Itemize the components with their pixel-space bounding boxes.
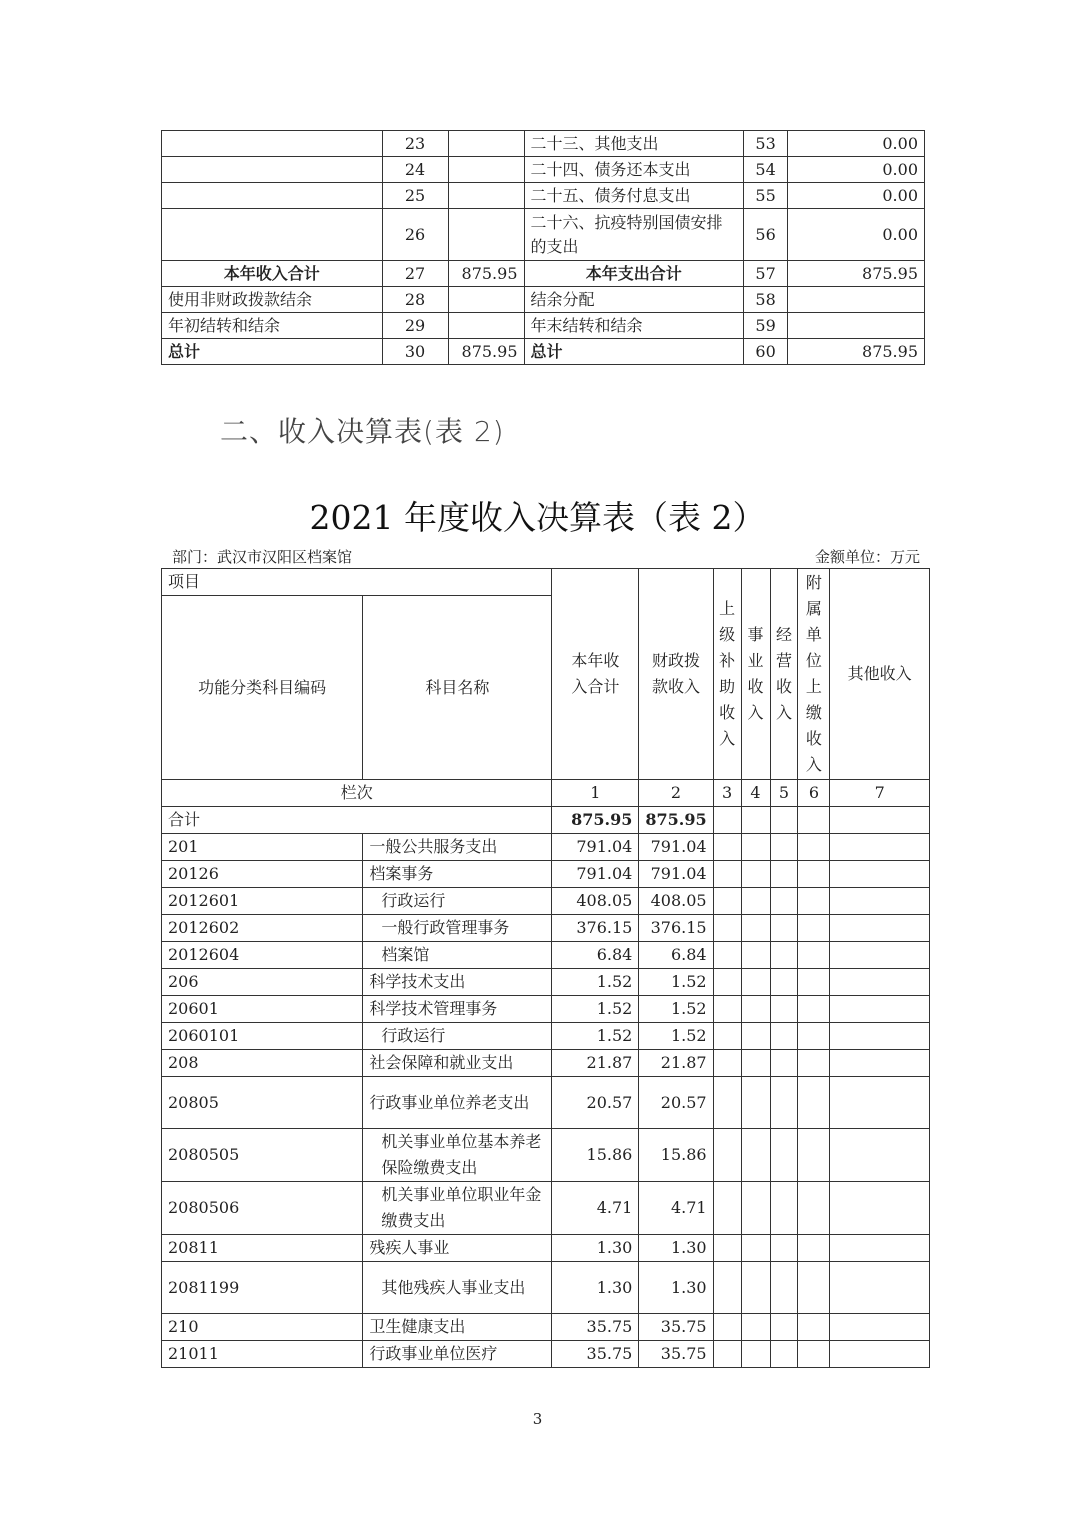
column-label: 栏次	[162, 780, 552, 807]
row-name: 行政运行	[363, 1023, 552, 1050]
table-row	[162, 1050, 930, 1077]
summary-cell-amt1	[448, 287, 524, 313]
row-code: 2080505	[162, 1129, 363, 1182]
summary-cell-n2: 58	[744, 287, 788, 313]
summary-cell-right: 结余分配	[524, 287, 744, 313]
column-number: 4	[741, 780, 770, 807]
row-code: 208	[162, 1050, 363, 1077]
row-v2: 791.04	[639, 861, 713, 888]
row-v1: 1.52	[552, 1023, 639, 1050]
row-v2: 1.30	[639, 1235, 713, 1262]
summary-cell-right: 二十四、债务还本支出	[524, 157, 744, 183]
summary-cell-n2: 53	[744, 131, 788, 157]
header-operating: 经营收入	[770, 569, 798, 780]
summary-cell-n2: 57	[744, 261, 788, 287]
row-v1: 408.05	[552, 888, 639, 915]
summary-cell-amt2	[788, 313, 925, 339]
summary-cell-amt2: 0.00	[788, 209, 925, 261]
summary-row	[162, 183, 925, 209]
summary-cell-amt1	[448, 157, 524, 183]
column-number: 1	[552, 780, 639, 807]
column-number: 5	[770, 780, 798, 807]
summary-cell-right: 二十三、其他支出	[524, 131, 744, 157]
row-name: 科学技术支出	[363, 969, 552, 996]
total-row-value: 875.95	[639, 807, 713, 834]
table-row	[162, 1235, 930, 1262]
row-code: 20811	[162, 1235, 363, 1262]
row-v2: 21.87	[639, 1050, 713, 1077]
department-label: 部门：武汉市汉阳区档案馆	[172, 548, 353, 566]
row-name: 一般公共服务支出	[363, 834, 552, 861]
summary-cell-left: 使用非财政拨款结余	[162, 287, 383, 313]
row-name: 一般行政管理事务	[363, 915, 552, 942]
row-v1: 376.15	[552, 915, 639, 942]
table-row	[162, 1023, 930, 1050]
summary-cell-left	[162, 209, 383, 261]
row-code: 2012601	[162, 888, 363, 915]
row-v2: 4.71	[639, 1182, 713, 1235]
row-v1: 6.84	[552, 942, 639, 969]
table-row	[162, 1262, 930, 1314]
table-row	[162, 969, 930, 996]
row-code: 210	[162, 1314, 363, 1341]
header-name: 科目名称	[363, 596, 552, 780]
row-name: 机关事业单位基本养老保险缴费支出	[363, 1129, 552, 1182]
summary-cell-amt1	[448, 209, 524, 261]
row-v2: 6.84	[639, 942, 713, 969]
summary-row	[162, 209, 925, 261]
row-name: 行政事业单位医疗	[363, 1341, 552, 1368]
row-v2: 791.04	[639, 834, 713, 861]
row-v1: 35.75	[552, 1314, 639, 1341]
total-row-label: 合计	[162, 807, 552, 834]
row-v1: 15.86	[552, 1129, 639, 1182]
summary-row	[162, 131, 925, 157]
row-v2: 1.52	[639, 969, 713, 996]
summary-cell-amt2: 0.00	[788, 131, 925, 157]
row-code: 206	[162, 969, 363, 996]
summary-cell-right: 总计	[524, 339, 744, 365]
row-v2: 1.52	[639, 996, 713, 1023]
summary-cell-left	[162, 183, 383, 209]
total-row-value: 875.95	[552, 807, 639, 834]
summary-cell-left: 年初结转和结余	[162, 313, 383, 339]
summary-row	[162, 313, 925, 339]
summary-cell-amt1: 875.95	[448, 261, 524, 287]
summary-cell-n2: 54	[744, 157, 788, 183]
summary-cell-n1: 25	[382, 183, 448, 209]
summary-cell-amt2: 0.00	[788, 183, 925, 209]
row-code: 21011	[162, 1341, 363, 1368]
row-name: 行政运行	[363, 888, 552, 915]
row-name: 其他残疾人事业支出	[363, 1262, 552, 1314]
summary-cell-amt1	[448, 131, 524, 157]
table-row	[162, 861, 930, 888]
summary-cell-n1: 28	[382, 287, 448, 313]
summary-cell-left: 总计	[162, 339, 383, 365]
header-total: 本年收入合计	[552, 569, 639, 780]
row-v1: 1.52	[552, 996, 639, 1023]
row-name: 社会保障和就业支出	[363, 1050, 552, 1077]
summary-cell-amt1	[448, 183, 524, 209]
summary-cell-right: 二十五、债务付息支出	[524, 183, 744, 209]
row-code: 20601	[162, 996, 363, 1023]
row-v2: 1.30	[639, 1262, 713, 1314]
row-name: 行政事业单位养老支出	[363, 1077, 552, 1129]
row-v2: 1.52	[639, 1023, 713, 1050]
summary-cell-right: 本年支出合计	[524, 261, 744, 287]
row-name: 残疾人事业	[363, 1235, 552, 1262]
row-v1: 35.75	[552, 1341, 639, 1368]
summary-cell-amt2	[788, 287, 925, 313]
row-v1: 20.57	[552, 1077, 639, 1129]
row-code: 20805	[162, 1077, 363, 1129]
summary-cell-left	[162, 157, 383, 183]
row-name: 科学技术管理事务	[363, 996, 552, 1023]
row-code: 201	[162, 834, 363, 861]
summary-cell-n2: 60	[744, 339, 788, 365]
row-name: 档案馆	[363, 942, 552, 969]
row-v1: 4.71	[552, 1182, 639, 1235]
summary-cell-amt2: 875.95	[788, 339, 925, 365]
row-v1: 791.04	[552, 834, 639, 861]
header-other: 其他收入	[830, 569, 930, 780]
table-row	[162, 1314, 930, 1341]
table-title: 2021 年度收入决算表（表 2）	[309, 498, 766, 537]
summary-cell-n1: 27	[382, 261, 448, 287]
table-row	[162, 915, 930, 942]
summary-cell-n1: 24	[382, 157, 448, 183]
row-v1: 1.30	[552, 1262, 639, 1314]
summary-cell-n1: 30	[382, 339, 448, 365]
summary-cell-amt1: 875.95	[448, 339, 524, 365]
column-number: 7	[830, 780, 930, 807]
summary-cell-amt1	[448, 313, 524, 339]
header-affiliated: 附属单位上缴收入	[798, 569, 830, 780]
summary-cell-n2: 56	[744, 209, 788, 261]
summary-cell-left: 本年收入合计	[162, 261, 383, 287]
summary-row	[162, 157, 925, 183]
row-code: 2081199	[162, 1262, 363, 1314]
row-name: 卫生健康支出	[363, 1314, 552, 1341]
summary-row	[162, 339, 925, 365]
summary-cell-n2: 59	[744, 313, 788, 339]
table-row	[162, 834, 930, 861]
expense-summary-table	[161, 130, 925, 365]
table-row	[162, 1077, 930, 1129]
row-name: 机关事业单位职业年金缴费支出	[363, 1182, 552, 1235]
header-project: 项目	[162, 569, 552, 596]
row-code: 2012604	[162, 942, 363, 969]
page-number: 3	[532, 1410, 543, 1428]
summary-cell-n1: 26	[382, 209, 448, 261]
header-fiscal: 财政拨款收入	[639, 569, 713, 780]
header-code: 功能分类科目编码	[162, 596, 363, 780]
summary-cell-n1: 29	[382, 313, 448, 339]
row-v2: 20.57	[639, 1077, 713, 1129]
table-row	[162, 888, 930, 915]
table-row	[162, 942, 930, 969]
row-name: 档案事务	[363, 861, 552, 888]
summary-cell-n1: 23	[382, 131, 448, 157]
header-business: 事业收入	[741, 569, 770, 780]
unit-label: 金额单位：万元	[814, 548, 920, 566]
row-code: 2080506	[162, 1182, 363, 1235]
table-row	[162, 1129, 930, 1182]
row-v2: 15.86	[639, 1129, 713, 1182]
row-v1: 791.04	[552, 861, 639, 888]
row-code: 2012602	[162, 915, 363, 942]
row-v2: 35.75	[639, 1314, 713, 1341]
section-heading: 二、收入决算表(表 2)	[220, 415, 505, 448]
row-v1: 1.52	[552, 969, 639, 996]
row-v2: 376.15	[639, 915, 713, 942]
table-row	[162, 1182, 930, 1235]
row-code: 2060101	[162, 1023, 363, 1050]
row-v1: 1.30	[552, 1235, 639, 1262]
row-v2: 408.05	[639, 888, 713, 915]
summary-row	[162, 261, 925, 287]
summary-cell-n2: 55	[744, 183, 788, 209]
column-number: 6	[798, 780, 830, 807]
header-superior: 上级补助收入	[713, 569, 741, 780]
column-number: 2	[639, 780, 713, 807]
summary-row	[162, 287, 925, 313]
summary-cell-amt2: 875.95	[788, 261, 925, 287]
row-v1: 21.87	[552, 1050, 639, 1077]
summary-cell-amt2: 0.00	[788, 157, 925, 183]
summary-cell-right: 二十六、抗疫特别国债安排的支出	[524, 209, 744, 261]
summary-cell-right: 年末结转和结余	[524, 313, 744, 339]
table-row	[162, 1341, 930, 1368]
table-row	[162, 996, 930, 1023]
row-code: 20126	[162, 861, 363, 888]
income-table	[161, 568, 930, 1368]
summary-cell-left	[162, 131, 383, 157]
row-v2: 35.75	[639, 1341, 713, 1368]
column-number: 3	[713, 780, 741, 807]
